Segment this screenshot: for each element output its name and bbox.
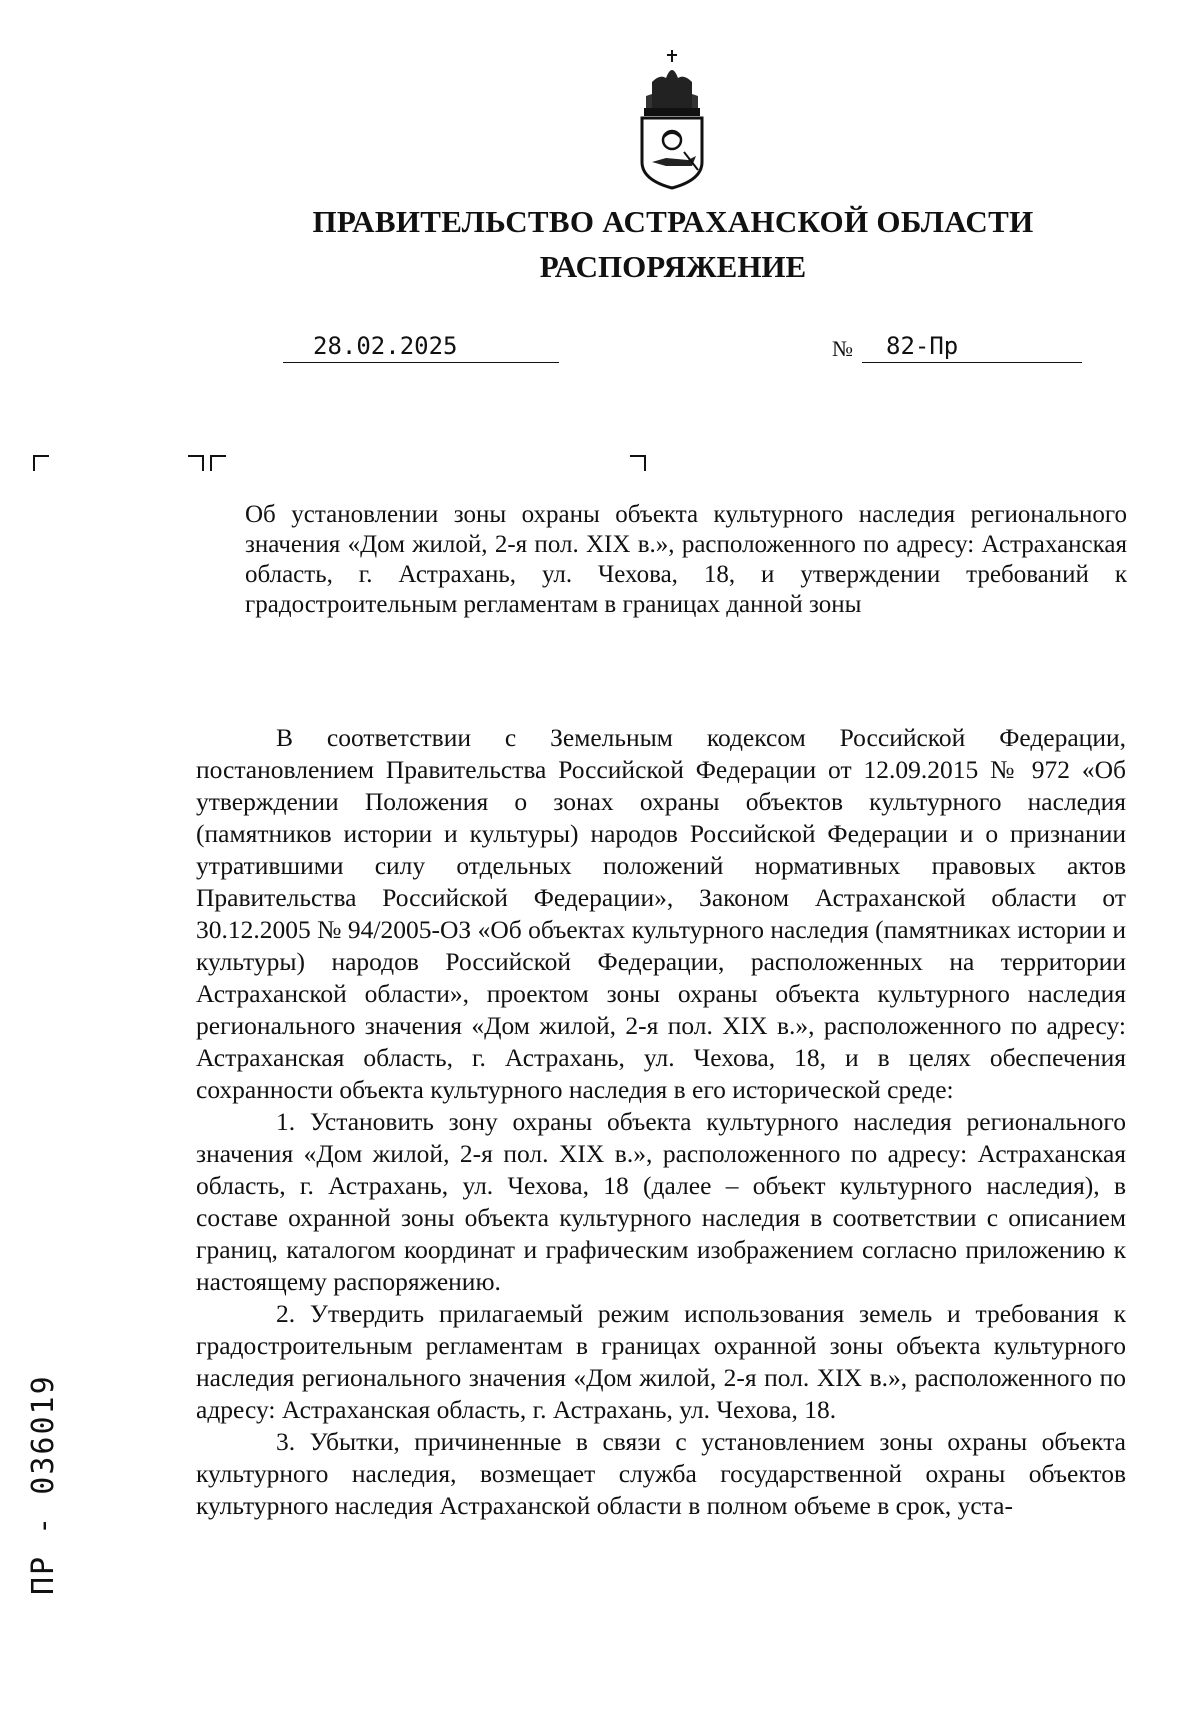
- clause-2: 2. Утвердить прилагаемый режим использования земель и требования к градостроительным регламентам в границах охранной зоны объекта культурного наследия регионального значения «Дом жилой, 2-я пол. XIX в.», расположенного по адресу: Астраханская область, г. Астрахань, ул. Чехова, 18.: [196, 1299, 1126, 1424]
- clause-3: 3. Убытки, причиненные в связи с установлением зоны охраны объекта культурного наследия, возмещает служба государственной охраны объектов культурного наследия Астраханской области в полном объеме в срок, уста-: [196, 1427, 1126, 1520]
- document-body: [196, 722, 1126, 1522]
- corner-mark-left: [33, 455, 49, 471]
- number-line: [862, 330, 1082, 363]
- preamble-paragraph: В соответствии с Земельным кодексом Российской Федерации, постановлением Правительства Российской Федерации от 12.09.2015 № 972 «Об утверждении Положения о зонах охраны объектов культурного наследия (памятников истории и культуры) народов Российской Федерации и о признании утратившими силу отдельных положений нормативных правовых актов Правительства Российской Федерации», Законом Астраханской области от 30.12.2005 № 94/2005-ОЗ «Об объектах культурного наследия (памятниках истории и культуры) народов Российской Федерации, расположенных на территории Астраханской области», проектом зоны охраны объекта культурного наследия регионального значения «Дом жилой, 2-я пол. XIX в.», расположенного по адресу: Астраханская область, г. Астрахань, ул. Чехова, 18, и в целях обеспечения сохранности объекта культурного наследия в его исторической среде:: [196, 723, 1126, 1104]
- document-subject: Об установлении зоны охраны объекта культурного наследия регионального значения «Дом жилой, 2-я пол. XIX в.», расположенного по адресу: Астраханская область, г. Астрахань, ул. Чехова, 18, и утверждении требований к градостроительным регламентам в границах данной зоны: [245, 501, 1127, 618]
- clause-1: 1. Установить зону охраны объекта культурного наследия регионального значения «Дом жилой, 2-я пол. XIX в.», расположенного по адресу: Астраханская область, г. Астрахань, ул. Чехова, 18 (далее – объект культурного наследия), в составе охранной зоны объекта культурного наследия в соответствии с описанием границ, каталогом координат и графическим изображением согласно приложению к настоящему распоряжению.: [196, 1107, 1126, 1296]
- document-number: 82-Пр: [886, 332, 959, 360]
- corner-mark-left-close: [188, 455, 204, 471]
- coat-of-arms-icon: [626, 48, 718, 190]
- organization-title: ПРАВИТЕЛЬСТВО АСТРАХАНСКОЙ ОБЛАСТИ: [312, 204, 1034, 239]
- corner-mark-title-close: [630, 455, 646, 471]
- corner-mark-title-open: [210, 455, 226, 471]
- document-date: 28.02.2025: [313, 332, 458, 360]
- number-sign: №: [832, 336, 853, 361]
- date-line: [283, 330, 559, 363]
- registration-stamp: ПР - 036019: [26, 1374, 61, 1595]
- document-type: РАСПОРЯЖЕНИЕ: [539, 249, 807, 284]
